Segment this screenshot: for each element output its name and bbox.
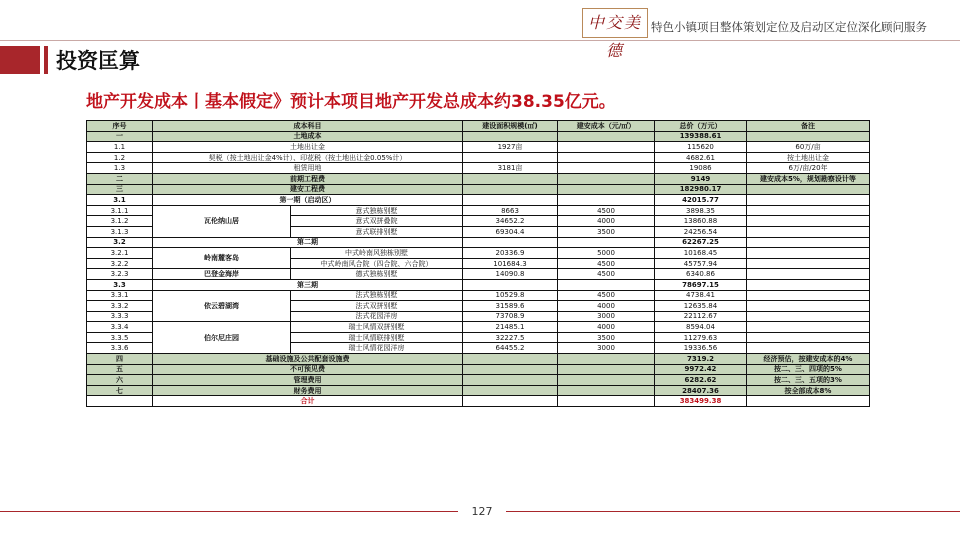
cell-no: 3.3.3 [87,311,153,322]
cell-total: 10168.45 [655,248,747,259]
cell-item: 第一期（启动区） [153,195,463,206]
table-row [87,375,870,386]
cell-total: 42015.77 [655,195,747,206]
cell-unit: 4500 [558,205,655,216]
subtitle-prefix: 地产开发成本丨基本假定》预计本项目地产开发总成本约 [86,92,511,112]
cell-area: 10529.8 [463,290,558,301]
cell-note: 60万/亩 [747,142,870,153]
title-accent-stripe [44,46,48,74]
cell-area [463,152,558,163]
cell-total: 24256.54 [655,226,747,237]
cell-total: 4682.61 [655,152,747,163]
cell-no: 3.3 [87,279,153,290]
cell-item: 建安工程费 [153,184,463,195]
table-row [87,385,870,396]
cell-item: 管理费用 [153,375,463,386]
cell-note [747,195,870,206]
cell-unit: 4500 [558,290,655,301]
header-rule [0,40,960,41]
footer-rule-right [506,511,960,512]
cell-total: 19086 [655,163,747,174]
cell-group: 依云碧湖湾 [153,290,291,322]
table-total-row [87,396,870,407]
cell-no: 3.2 [87,237,153,248]
cell-unit [558,184,655,195]
cell-no: 3.3.6 [87,343,153,354]
cell-note [747,322,870,333]
cell-no: 二 [87,173,153,184]
cell-note [747,205,870,216]
table-row [87,184,870,195]
cell-total: 13860.88 [655,216,747,227]
cell-note: 按二、三、四项的5% [747,364,870,375]
cell-no: 五 [87,364,153,375]
subtitle [86,87,616,112]
title-accent-bar [0,46,40,74]
cell-item: 中式岭南风合院（四合院、六合院） [291,258,463,269]
cell-item: 法式双拼别墅 [291,301,463,312]
cell-total: 182980.17 [655,184,747,195]
cell-note [747,184,870,195]
table-row [87,279,870,290]
cell-area: 34652.2 [463,216,558,227]
cell-area: 21485.1 [463,322,558,333]
table-row [87,322,870,333]
cell-unit [558,173,655,184]
cell-unit [558,142,655,153]
cell-no: 3.2.3 [87,269,153,280]
cell-total: 139388.61 [655,131,747,142]
cell-no: 1.2 [87,152,153,163]
cell-group: 瓦伦纳山居 [153,205,291,237]
cell-group: 岭南麓客岛 [153,248,291,269]
cell-item: 土地出让金 [153,142,463,153]
cell-note [747,131,870,142]
cell-unit: 4000 [558,216,655,227]
cell-note [747,332,870,343]
cell-no: 3.3.5 [87,332,153,343]
cell-no: 七 [87,385,153,396]
cell-item: 瑞士风情联排别墅 [291,332,463,343]
cell-area [463,195,558,206]
cell-no: 3.2.1 [87,248,153,259]
cell-item: 第二期 [153,237,463,248]
cell-unit: 4000 [558,301,655,312]
cell-unit [558,396,655,407]
cell-no: 3.1 [87,195,153,206]
cell-note: 经济预估，按建安成本的4% [747,354,870,365]
table-row [87,269,870,280]
header-text: 特色小镇项目整体策划定位及启动区定位深化顾问服务 [651,20,927,34]
table-row [87,142,870,153]
cell-no: 六 [87,375,153,386]
cell-no: 1.1 [87,142,153,153]
cell-item: 中式岭南风独栋别墅 [291,248,463,259]
cell-item: 租赁用地 [153,163,463,174]
cell-unit [558,131,655,142]
cell-unit [558,279,655,290]
cell-no: 3.1.3 [87,226,153,237]
cell-item: 法式独栋别墅 [291,290,463,301]
cell-item: 前期工程费 [153,173,463,184]
cost-table [86,120,870,407]
cell-area: 14090.8 [463,269,558,280]
cell-total: 19336.56 [655,343,747,354]
cell-note: 建安成本5%，规划勘察设计等 [747,173,870,184]
subtitle-highlight: 38.35亿元。 [511,92,616,112]
cell-area: 20336.9 [463,248,558,259]
cell-item: 不可预见费 [153,364,463,375]
cell-no: 3.1.2 [87,216,153,227]
cell-note [747,311,870,322]
footer-rule-left [0,511,458,512]
cell-note [747,216,870,227]
cell-note: 6万/亩/20年 [747,163,870,174]
table-row [87,152,870,163]
table-row [87,248,870,259]
cell-no: 1.3 [87,163,153,174]
cell-total: 12635.84 [655,301,747,312]
cell-note [747,279,870,290]
cell-no: 3.3.1 [87,290,153,301]
cell-unit [558,364,655,375]
cell-area: 31589.6 [463,301,558,312]
cell-unit: 5000 [558,248,655,259]
cell-area [463,173,558,184]
cell-area: 8663 [463,205,558,216]
cell-total: 115620 [655,142,747,153]
cell-item: 财务费用 [153,385,463,396]
cell-group: 伯尔尼庄园 [153,322,291,354]
cell-no: 一 [87,131,153,142]
cell-unit [558,237,655,248]
cell-note [747,248,870,259]
cell-unit: 3000 [558,311,655,322]
table-row [87,354,870,365]
table-header-row [87,121,870,132]
cell-no: 三 [87,184,153,195]
cell-item: 瑞士风情花园洋房 [291,343,463,354]
cell-area [463,131,558,142]
cell-total: 383499.38 [655,396,747,407]
cell-item: 德式独栋别墅 [291,269,463,280]
cell-area [463,354,558,365]
table-row [87,195,870,206]
cell-no: 3.1.1 [87,205,153,216]
cell-note [747,290,870,301]
table-row [87,364,870,375]
cell-total: 62267.25 [655,237,747,248]
cell-unit [558,163,655,174]
cell-note [747,269,870,280]
cell-item: 意式独栋别墅 [291,205,463,216]
cell-no: 四 [87,354,153,365]
cell-area [463,385,558,396]
cell-area: 1927亩 [463,142,558,153]
cell-area: 69304.4 [463,226,558,237]
cell-area: 73708.9 [463,311,558,322]
cell-no: 3.3.2 [87,301,153,312]
cell-area [463,375,558,386]
page-title: 投资匡算 [56,49,140,73]
cell-total: 7319.2 [655,354,747,365]
cell-area [463,364,558,375]
cell-area: 64455.2 [463,343,558,354]
cell-area [463,396,558,407]
cell-unit: 4000 [558,322,655,333]
cell-total: 9149 [655,173,747,184]
cell-unit: 3500 [558,226,655,237]
cell-total: 3898.35 [655,205,747,216]
cell-area: 101684.3 [463,258,558,269]
cell-total: 4738.41 [655,290,747,301]
cell-area [463,184,558,195]
cell-item: 意式联排别墅 [291,226,463,237]
col-item: 成本科目 [153,121,463,132]
cell-unit [558,375,655,386]
cell-total: 78697.15 [655,279,747,290]
table-row [87,173,870,184]
cell-item: 合计 [153,396,463,407]
cell-area [463,279,558,290]
table-row [87,131,870,142]
cell-area: 3181亩 [463,163,558,174]
cell-note [747,226,870,237]
page-number: 127 [471,505,493,518]
cell-total: 45757.94 [655,258,747,269]
cell-note: 按二、三、五项的3% [747,375,870,386]
cell-item: 第三期 [153,279,463,290]
table-row [87,290,870,301]
cell-note: 按土地出让金 [747,152,870,163]
cell-area [463,237,558,248]
cell-item: 法式花园洋房 [291,311,463,322]
col-unit-cost: 建安成本（元/㎡） [558,121,655,132]
cell-note [747,301,870,312]
cell-group: 巴登金海岸 [153,269,291,280]
cell-total: 28407.36 [655,385,747,396]
cell-total: 9972.42 [655,364,747,375]
col-area: 建设面积规模(㎡) [463,121,558,132]
cell-note [747,343,870,354]
cell-item: 土地成本 [153,131,463,142]
cell-item: 意式双拼叠院 [291,216,463,227]
brand-logo: 中交美德 [582,8,648,38]
cell-note [747,258,870,269]
table-row [87,237,870,248]
cell-unit: 4500 [558,258,655,269]
cell-item: 瑞士风情双拼别墅 [291,322,463,333]
cell-note: 按全部成本8% [747,385,870,396]
cell-no: 3.3.4 [87,322,153,333]
cell-note [747,396,870,407]
col-no: 序号 [87,121,153,132]
cell-item: 契税（按土地出让金4%计）、印花税（按土地出让金0.05%计） [153,152,463,163]
cell-total: 6340.86 [655,269,747,280]
cell-unit [558,385,655,396]
cell-unit: 3500 [558,332,655,343]
cell-unit [558,152,655,163]
cell-total: 11279.63 [655,332,747,343]
cell-unit: 4500 [558,269,655,280]
table-row [87,163,870,174]
cell-total: 6282.62 [655,375,747,386]
cell-unit: 3000 [558,343,655,354]
cell-no: 3.2.2 [87,258,153,269]
cell-area: 32227.5 [463,332,558,343]
cell-unit [558,354,655,365]
cell-unit [558,195,655,206]
cell-no [87,396,153,407]
col-total: 总价（万元） [655,121,747,132]
table-row [87,205,870,216]
col-note: 备注 [747,121,870,132]
cell-item: 基础设施及公共配套设施费 [153,354,463,365]
cell-total: 8594.04 [655,322,747,333]
cell-note [747,237,870,248]
cell-total: 22112.67 [655,311,747,322]
